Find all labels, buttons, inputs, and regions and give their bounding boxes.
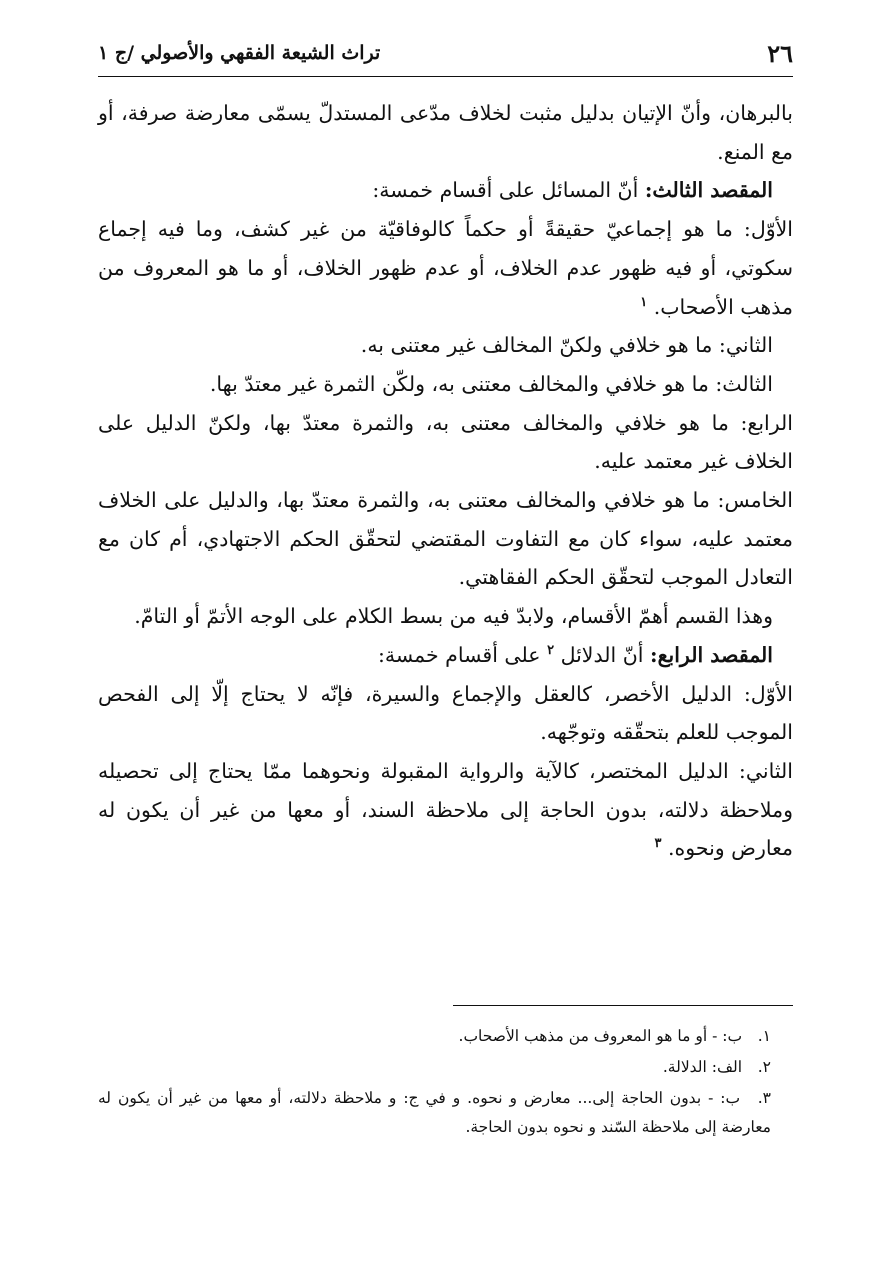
paragraph-second-proof	[98, 752, 793, 868]
section-label-4: المقصد الرابع:	[650, 642, 773, 667]
footnote-2-text: الف: الدلالة.	[662, 1058, 743, 1076]
paragraph-second-issue: الثاني: ما هو خلافي ولكنّ المخالف غير معتنى به.	[360, 333, 773, 358]
paragraph-fourth-issue: الرابع: ما هو خلافي والمخالف معتنى به، والثمرة معتدّ بها، ولكنّ الدليل على الخلاف غير معتمد عليه.	[98, 410, 793, 474]
footnote-2-number: ٢.	[757, 1058, 771, 1076]
paragraph-second-proof-text: الثاني: الدليل المختصر، كالآية والرواية المقبولة ونحوهما ممّا يحتاج إلى تحصيله وملاحظة دلالته، بدون الحاجة إلى ملاحظة السند، أو معها من غير أن يكون له معارض ونحوه.	[98, 758, 793, 861]
paragraph-maqsad-3	[98, 171, 793, 210]
paragraph-fifth-issue: الخامس: ما هو خلافي والمخالف معتنى به، والثمرة معتدّ بها، والدليل على الخلاف معتمد عليه، سواء كان مع التفاوت المقتضي لتحقّق الحكم الاجتهادي، أم كان مع التعادل الموجب لتحقّق الحكم الفقاهتي.	[98, 488, 793, 590]
running-title: تراث الشيعة الفقهي والأصولي /ج ١	[98, 42, 381, 64]
paragraph-intro: بالبرهان، وأنّ الإتيان بدليل مثبت لخلاف مدّعى المستدلّ يسمّى معارضة صرفة، أو مع المنع.	[98, 101, 793, 164]
paragraph-first-issue	[98, 210, 793, 326]
paragraph-third-issue: الثالث: ما هو خلافي والمخالف معتنى به، ولكّن الثمرة غير معتدّ بها.	[209, 371, 773, 396]
section-text-4a: أنّ الدلائل	[560, 642, 644, 667]
footnote-3-text: ب: - بدون الحاجة إلى... معارض و نحوه. و في ج: و ملاحظة دلالته، أو معها من غير أن يكون له معارضة إلى ملاحظة السّند و نحوه بدون الحاجة.	[98, 1089, 771, 1136]
footnote-marker-2[interactable]: ٢	[547, 643, 555, 659]
footnote-2	[98, 1053, 771, 1082]
paragraph-maqsad-4	[98, 636, 793, 675]
paragraph-importance: وهذا القسم أهمّ الأقسام، ولابدّ فيه من بسط الكلام على الوجه الأتمّ أو التامّ.	[134, 604, 773, 629]
page-header	[98, 30, 793, 77]
section-text-3: أنّ المسائل على أقسام خمسة:	[372, 178, 639, 203]
footnotes	[98, 1022, 771, 1144]
footnote-1-text: ب: - أو ما هو المعروف من مذهب الأصحاب.	[458, 1027, 743, 1045]
footnote-divider	[453, 1005, 793, 1006]
footnote-3	[98, 1084, 771, 1142]
main-text	[98, 94, 793, 868]
paragraph-first-issue-text: الأوّل: ما هو إجماعيّ حقيقةً أو حكماً كالوفاقيّة من غير كشف، وما فيه إجماع سكوتي، أو فيه ظهور عدم الخلاف، أو عدم ظهور الخلاف، أو ما هو المعروف من مذهب الأصحاب.	[98, 217, 793, 319]
footnote-3-number: ٣.	[757, 1089, 771, 1107]
section-label-3: المقصد الثالث:	[644, 178, 773, 203]
footnote-1	[98, 1022, 771, 1051]
page-number: ٢٦	[767, 38, 793, 68]
paragraph-first-proof: الأوّل: الدليل الأخصر، كالعقل والإجماع والسيرة، فإنّه لا يحتاج إلّا إلى الفحص الموجب للعلم بتحقّقه وتوجّهه.	[98, 681, 793, 745]
footnote-marker-3[interactable]: ٣	[654, 836, 662, 852]
footnote-1-number: ١.	[757, 1027, 771, 1045]
section-text-4b: على أقسام خمسة:	[377, 642, 541, 667]
footnote-marker-1[interactable]: ١	[640, 294, 648, 310]
